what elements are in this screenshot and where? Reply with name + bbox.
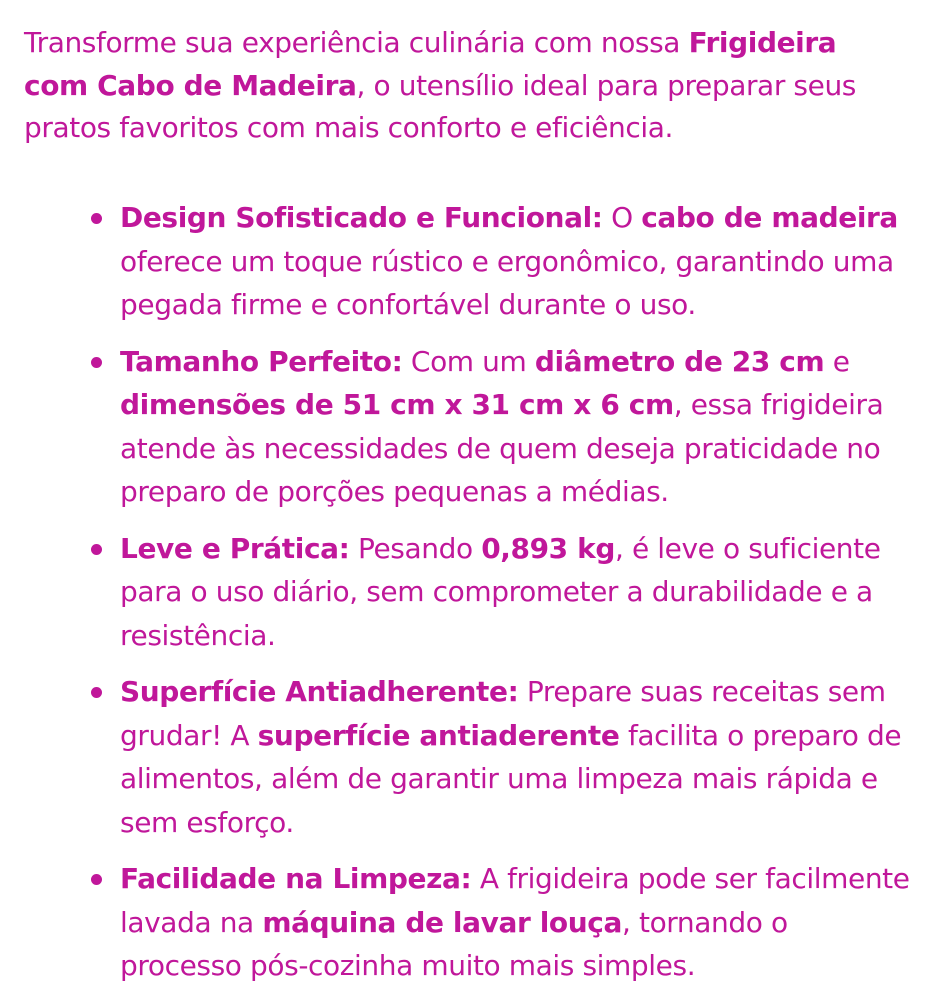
- intro-text-start: Transforme sua experiência culinária com nossa: [24, 26, 689, 59]
- feature-item-size: [120, 340, 913, 514]
- feature-item-weight: [120, 527, 913, 658]
- feature-title: Design Sofisticado e Funcional:: [120, 201, 603, 234]
- feature-item-design: [120, 196, 913, 327]
- feature-text: O: [602, 201, 642, 234]
- feature-highlight: 0,893 kg: [481, 531, 615, 565]
- feature-text: , tornando o processo pós-cozinha muito mais simples.: [120, 905, 788, 982]
- intro-paragraph: [24, 22, 909, 150]
- intro-text-end: , o utensílio ideal para preparar seus pratos favoritos com mais conforto e eficiência.: [24, 68, 856, 144]
- feature-item-surface: [120, 670, 913, 844]
- feature-text: Com um: [402, 344, 535, 378]
- feature-text: Prepare suas receitas sem grudar! A: [120, 675, 886, 752]
- feature-highlight: superfície antiaderente: [257, 718, 620, 752]
- feature-text: facilita o preparo de alimentos, além de garantir uma limpeza mais rápida e sem esforço.: [120, 718, 902, 839]
- feature-text: , essa frigideira atende às necessidades de quem deseja praticidade no preparo de porções pequenas a médias.: [120, 388, 884, 508]
- bullet-icon: [91, 687, 102, 698]
- feature-highlight: dimensões de 51 cm x 31 cm x 6 cm: [120, 388, 674, 421]
- feature-title: Superfície Antiadherente:: [120, 675, 519, 708]
- feature-title: Facilidade na Limpeza:: [120, 862, 472, 895]
- feature-item-cleaning: [120, 857, 913, 988]
- feature-text: Pesando: [349, 531, 482, 565]
- feature-text: e: [824, 344, 850, 378]
- feature-text: A frigideira pode ser facilmente lavada na: [120, 862, 910, 939]
- feature-title: Tamanho Perfeito:: [120, 344, 403, 378]
- feature-list: [120, 196, 913, 1001]
- feature-highlight: cabo de madeira: [641, 201, 898, 234]
- feature-highlight: máquina de lavar louça: [262, 905, 622, 939]
- feature-text: , é leve o suficiente para o uso diário, sem comprometer a durabilidade e a resistência.: [120, 531, 881, 652]
- bullet-icon: [91, 213, 102, 224]
- bullet-icon: [91, 874, 102, 885]
- feature-text: oferece um toque rústico e ergonômico, garantindo uma pegada firme e confortável durante o uso.: [120, 244, 894, 321]
- bullet-icon: [91, 357, 102, 368]
- product-name: Frigideira com Cabo de Madeira: [24, 26, 837, 102]
- feature-highlight: diâmetro de 23 cm: [534, 344, 825, 378]
- feature-title: Leve e Prática:: [120, 531, 350, 565]
- bullet-icon: [91, 544, 102, 555]
